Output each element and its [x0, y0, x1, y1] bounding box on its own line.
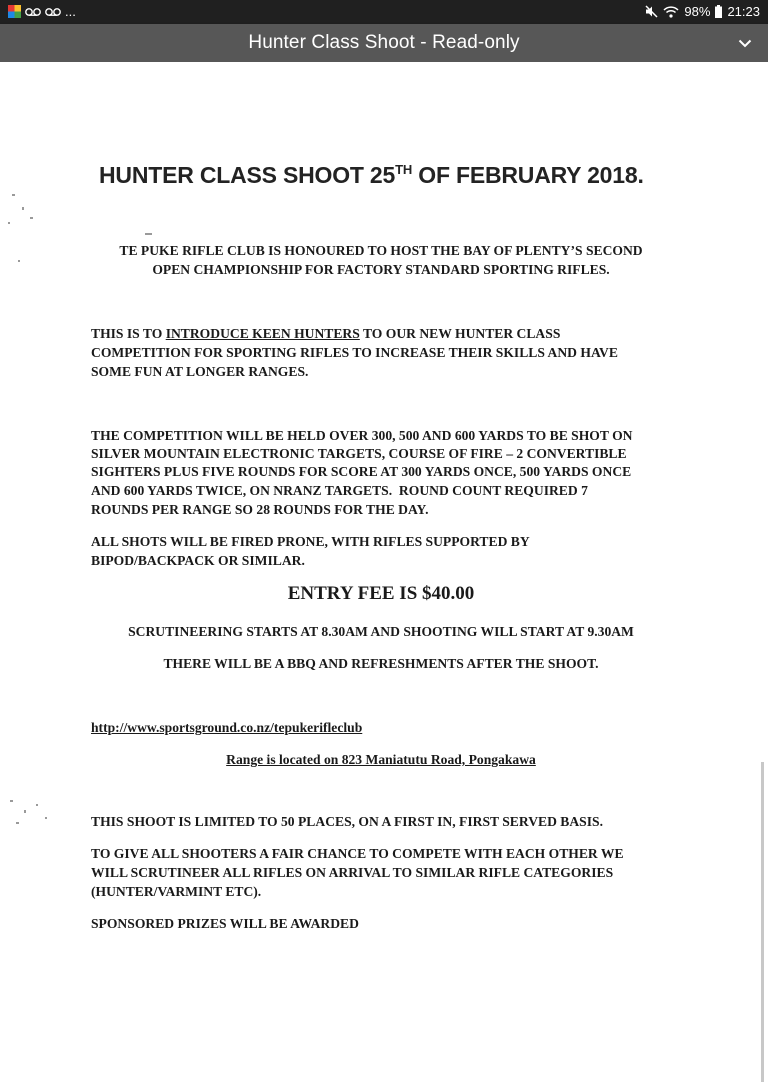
app-bar	[0, 24, 768, 62]
voicemail-icon	[25, 6, 41, 18]
prizes-line: SPONSORED PRIZES WILL BE AWARDED	[91, 916, 359, 931]
heading-text-end: OF FEBRUARY 2018.	[412, 162, 644, 188]
scan-speck	[8, 222, 10, 224]
prone-line: ALL SHOTS WILL BE FIRED PRONE, WITH RIFLES SUPPORTED BY	[91, 534, 530, 549]
competition-line: SILVER MOUNTAIN ELECTRONIC TARGETS, COURSE OF FIRE – 2 CONVERTIBLE	[91, 446, 627, 461]
limit-line: THIS SHOOT IS LIMITED TO 50 PLACES, ON A FIRST IN, FIRST SERVED BASIS.	[91, 814, 603, 829]
scan-speck	[145, 233, 152, 235]
scrollbar[interactable]	[761, 762, 764, 1082]
bbq-line: THERE WILL BE A BBQ AND REFRESHMENTS AFTER THE SHOOT.	[163, 656, 599, 671]
scan-speck	[45, 817, 47, 819]
status-left-icons	[8, 4, 76, 19]
prone-line: BIPOD/BACKPACK OR SIMILAR.	[91, 553, 305, 568]
scan-speck	[16, 822, 19, 824]
notification-overflow: ...	[65, 4, 76, 19]
competition-line: ROUNDS PER RANGE SO 28 ROUNDS FOR THE DAY.	[91, 502, 429, 517]
status-right-icons	[645, 4, 760, 19]
app-icon	[8, 5, 21, 18]
fairness-line: (HUNTER/VARMINT ETC).	[91, 884, 262, 899]
para-introduce	[91, 324, 560, 344]
scan-speck	[30, 217, 33, 219]
expand-button[interactable]	[734, 32, 756, 54]
club-link[interactable]: http://www.sportsground.co.nz/tepukerifleclub	[91, 720, 363, 735]
scrutineering-line: SCRUTINEERING STARTS AT 8.30AM AND SHOOTING WILL START AT 9.30AM	[128, 624, 634, 639]
para-underlined-text: INTRODUCE KEEN HUNTERS	[165, 326, 360, 341]
clock: 21:23	[727, 4, 760, 19]
chevron-down-icon	[738, 39, 752, 48]
scan-speck	[12, 194, 15, 196]
para-text: THIS IS TO	[91, 326, 166, 341]
intro-line: OPEN CHAMPIONSHIP FOR FACTORY STANDARD SPORTING RIFLES.	[152, 262, 610, 277]
scan-speck	[24, 810, 26, 813]
document-page	[0, 62, 768, 1024]
range-location: Range is located on 823 Maniatutu Road, Pongakawa	[226, 752, 536, 767]
battery-percentage: 98%	[684, 4, 711, 19]
voicemail-icon	[45, 6, 61, 18]
heading-superscript: TH	[395, 162, 413, 177]
wifi-icon	[663, 6, 679, 18]
page-heading	[99, 162, 644, 189]
entry-fee: ENTRY FEE IS $40.00	[287, 583, 475, 604]
mute-icon	[645, 5, 658, 18]
fairness-line: WILL SCRUTINEER ALL RIFLES ON ARRIVAL TO SIMILAR RIFLE CATEGORIES	[91, 865, 614, 880]
para-text: TO OUR NEW HUNTER CLASS	[359, 326, 561, 341]
heading-text: HUNTER CLASS SHOOT 25	[99, 162, 396, 188]
scan-speck	[10, 800, 13, 802]
para-line: SOME FUN AT LONGER RANGES.	[91, 364, 309, 379]
battery-icon	[715, 5, 722, 18]
scan-speck	[36, 804, 38, 806]
competition-line: AND 600 YARDS TWICE, ON NRANZ TARGETS. ROUND COUNT REQUIRED 7	[91, 483, 588, 498]
scan-speck	[22, 207, 24, 210]
fairness-line: TO GIVE ALL SHOOTERS A FAIR CHANCE TO COMPETE WITH EACH OTHER WE	[91, 846, 624, 861]
intro-line: TE PUKE RIFLE CLUB IS HONOURED TO HOST THE BAY OF PLENTY’S SECOND	[119, 243, 643, 258]
document-title: Hunter Class Shoot - Read-only	[248, 32, 520, 53]
competition-line: THE COMPETITION WILL BE HELD OVER 300, 500 AND 600 YARDS TO BE SHOT ON	[91, 428, 633, 443]
status-bar	[0, 0, 768, 24]
para-line: COMPETITION FOR SPORTING RIFLES TO INCREASE THEIR SKILLS AND HAVE	[91, 345, 618, 360]
competition-line: SIGHTERS PLUS FIVE ROUNDS FOR SCORE AT 300 YARDS ONCE, 500 YARDS ONCE	[91, 464, 632, 479]
